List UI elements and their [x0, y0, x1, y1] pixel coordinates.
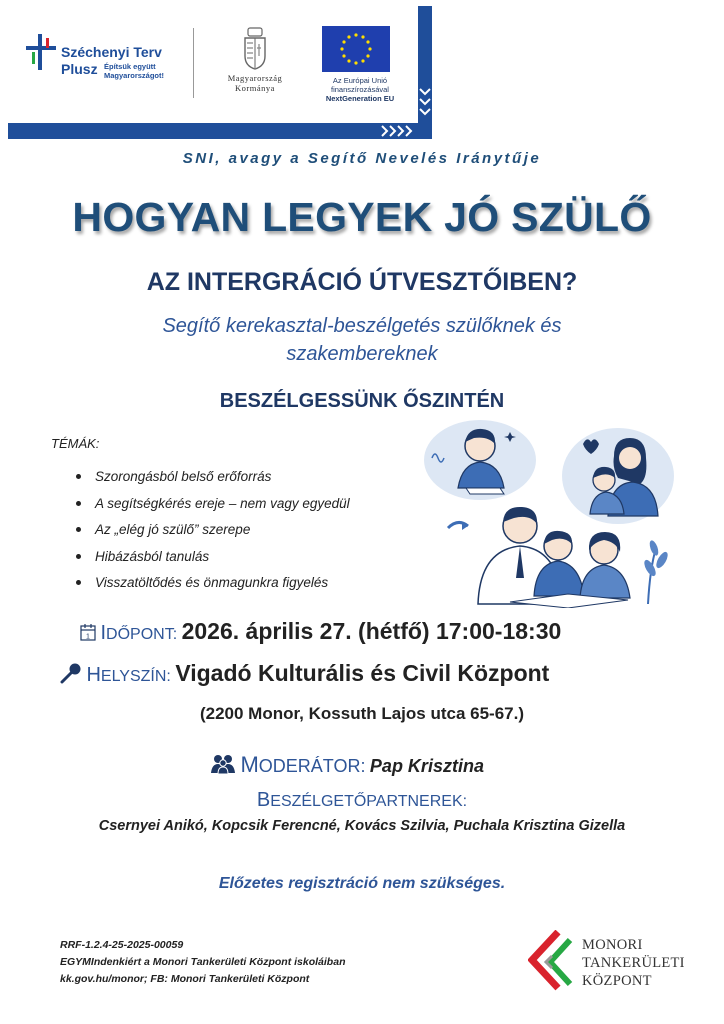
place-label: HELYSZÍN:: [86, 664, 171, 686]
eu-line2: finanszírozásával: [331, 85, 389, 94]
partners-list: Csernyei Anikó, Kopcsik Ferencné, Kovács Szilvia, Puchala Krisztina Gizella: [98, 818, 626, 834]
svg-text:1: 1: [86, 633, 90, 641]
people-icon: [210, 753, 236, 780]
government-line2: Kormánya: [235, 83, 275, 93]
chevron-down-icon: [419, 98, 431, 106]
coat-of-arms-icon: [242, 26, 268, 70]
eu-line1: Az Európai Unió: [332, 76, 388, 85]
mtk-line3: KÖZPONT: [582, 973, 652, 989]
eu-flag-icon: [322, 26, 390, 72]
chevron-down-icon: [419, 108, 431, 116]
header-bar: [8, 123, 432, 139]
time-value: 2026. április 27. (hétfő) 17:00-18:30: [181, 618, 562, 644]
mtk-line1: MONORI: [582, 937, 643, 953]
registration-note: Előzetes regisztráció nem szükséges.: [218, 875, 506, 892]
calendar-icon: [80, 623, 96, 646]
moderator-row: [210, 752, 484, 780]
mtk-line2: TANKERÜLETI: [582, 955, 685, 971]
list-item: Szorongásból belső erőforrás: [76, 468, 350, 495]
kicker-title: SNI, avagy a Segítő Nevelés Iránytűje: [182, 150, 542, 167]
mtk-logo: [528, 928, 698, 994]
list-item: Az „elég jó szülő” szerepe: [76, 521, 350, 548]
time-row: [80, 618, 561, 646]
moderator-value: Pap Krisztina: [369, 756, 484, 776]
government-line1: Magyarország: [227, 73, 283, 83]
footer-links: kk.gov.hu/monor; FB: Monori Tankerületi Központ: [60, 973, 310, 985]
address: (2200 Monor, Kossuth Lajos utca 65-67.): [199, 704, 525, 723]
header-divider: [193, 28, 194, 98]
mtk-chevron-icon: [528, 930, 574, 994]
eu-logo: [318, 26, 402, 116]
sub-title: AZ INTERGRÁCIÓ ÚTVESZTŐIBEN?: [146, 268, 578, 296]
list-item: Hibázásból tanulás: [76, 548, 350, 575]
event-description: Segítő kerekasztal-beszélgetés szülőknek és szakembereknek: [162, 315, 562, 365]
topics-title: TÉMÁK:: [51, 436, 100, 451]
family-illustration: [418, 418, 678, 608]
place-value: Vigadó Kulturális és Civil Központ: [175, 660, 550, 686]
call-to-talk: BESZÉLGESSÜNK ŐSZINTÉN: [219, 390, 505, 412]
chevron-down-icon: [419, 88, 431, 96]
list-item: A segítségkérés ereje – nem vagy egyedül: [76, 495, 350, 522]
partners-label: BESZÉLGETŐPARTNEREK:: [256, 789, 468, 811]
place-row: [60, 660, 549, 689]
government-logo: [210, 26, 300, 102]
footer-project-code: RRF-1.2.4-25-2025-00059: [60, 939, 184, 951]
footer-project-name: EGYMIndenkiért a Monori Tankerületi Központ iskoláiban: [60, 956, 346, 968]
header-bar-vertical: [418, 6, 432, 139]
szechenyi-title-plus: Plusz: [61, 61, 98, 77]
pin-icon: [60, 662, 82, 689]
moderator-label: MODERÁTOR:: [240, 752, 366, 777]
szechenyi-slogan: Építsük együtt Magyarországot!: [104, 62, 165, 80]
eu-line3: NextGeneration EU: [325, 94, 395, 103]
main-title: HOGYAN LEGYEK JÓ SZÜLŐ: [72, 194, 652, 240]
footer: [60, 937, 345, 988]
time-label: IDŐPONT:: [100, 622, 178, 644]
szechenyi-logo: [24, 30, 174, 90]
list-item: Visszatöltődés és önmagunkra figyelés: [76, 574, 350, 601]
szechenyi-cross-icon: [24, 32, 58, 72]
topics-list: [76, 468, 350, 601]
chevron-right-icons: [380, 125, 414, 137]
szechenyi-title: Széchenyi Terv: [61, 44, 162, 60]
